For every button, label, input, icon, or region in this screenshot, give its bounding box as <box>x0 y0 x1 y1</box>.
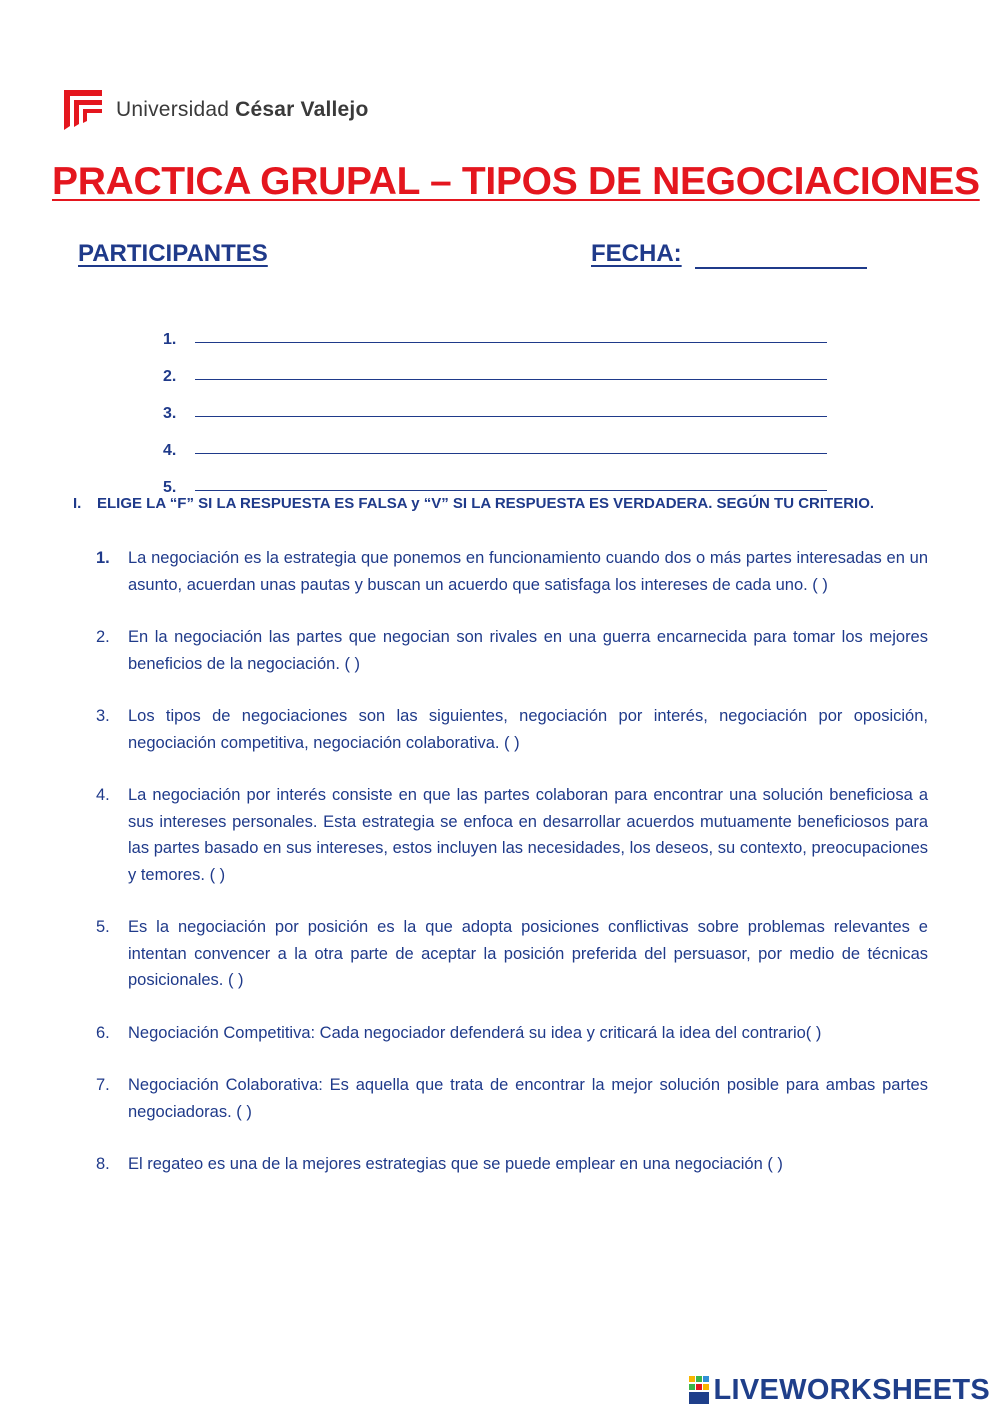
university-logo <box>62 86 368 134</box>
participant-number: 4. <box>163 442 177 459</box>
university-crest-icon <box>62 86 104 134</box>
date-field[interactable] <box>695 267 867 269</box>
participants-label: PARTICIPANTES <box>78 240 268 267</box>
question-number: 4. <box>96 786 110 804</box>
participant-name-field[interactable] <box>195 342 827 343</box>
question-item <box>96 782 928 888</box>
liveworksheets-text: LIVEWORKSHEETS <box>713 1374 990 1406</box>
question-item <box>96 1072 928 1125</box>
participant-row <box>163 423 843 460</box>
section-text: ELIGE LA “F” SI LA RESPUESTA ES FALSA y “V” SI LA RESPUESTA ES VERDADERA. SEGÚN TU CRITERIO. <box>97 495 875 512</box>
question-text[interactable]: El regateo es una de la mejores estrategias que se puede emplear en una negociación ( ) <box>128 1155 783 1173</box>
question-text[interactable]: Los tipos de negociaciones son las siguientes, negociación por interés, negociación por oposición, negociación competitiva, negociación colaborativa. ( ) <box>128 707 928 752</box>
question-number: 6. <box>96 1023 110 1042</box>
question-number: 7. <box>96 1076 110 1094</box>
question-text[interactable]: Es la negociación por posición es la que adopta posiciones conflictivas sobre problemas relevantes e intentan convencer a la otra parte de aceptar la posición preferida del persuasor, por medio de técnicas posicionales. ( ) <box>128 918 928 989</box>
questions-list <box>96 545 928 1204</box>
question-item <box>96 545 928 598</box>
participant-number: 3. <box>163 405 177 422</box>
question-text[interactable]: La negociación por interés consiste en que las partes colaboran para encontrar una solución beneficiosa a sus intereses personales. Esta estrategia se enfoca en desarrollar acuerdos mutuamente beneficiosos para las partes basado en sus intereses, estos incluyen las necesidades, los deseos, su contexto, preocupaciones y temores. ( ) <box>128 786 928 884</box>
question-item <box>96 624 928 677</box>
section-instruction <box>73 495 943 512</box>
question-number: 8. <box>96 1155 110 1173</box>
participant-row <box>163 386 843 423</box>
university-name: Universidad César Vallejo <box>116 98 369 121</box>
question-text[interactable]: Negociación Competitiva: Cada negociador defenderá su idea y criticará la idea del contrario( ) <box>128 1023 822 1042</box>
participant-name-field[interactable] <box>195 490 827 491</box>
liveworksheets-brand <box>689 1374 991 1407</box>
participant-number: 1. <box>163 331 177 348</box>
date-label: FECHA: <box>591 240 682 267</box>
question-number: 2. <box>96 628 110 646</box>
question-text[interactable]: Negociación Colaborativa: Es aquella que trata de encontrar la mejor solución posible para ambas partes negociadoras. ( ) <box>128 1076 928 1121</box>
participant-name-field[interactable] <box>195 379 827 380</box>
participant-row <box>163 312 843 349</box>
question-item <box>96 703 928 756</box>
participant-name-field[interactable] <box>195 416 827 417</box>
participant-name-field[interactable] <box>195 453 827 454</box>
page-title: PRACTICA GRUPAL – TIPOS DE NEGOCIACIONES <box>52 160 980 203</box>
question-item <box>96 1151 928 1178</box>
question-text[interactable]: En la negociación las partes que negocian son rivales en una guerra encarnecida para tomar los mejores beneficios de la negociación. ( ) <box>128 628 928 673</box>
participant-row <box>163 460 843 497</box>
question-item <box>96 1020 928 1047</box>
participant-number: 2. <box>163 368 177 385</box>
section-number: I. <box>73 495 82 512</box>
question-text[interactable]: La negociación es la estrategia que ponemos en funcionamiento cuando dos o más partes interesadas en un asunto, acuerdan unas pautas y buscan un acuerdo que satisfaga los intereses de cada uno. ( ) <box>128 549 928 594</box>
question-number: 5. <box>96 918 110 936</box>
liveworksheets-logo-icon <box>689 1376 711 1406</box>
participant-row <box>163 349 843 386</box>
participant-number: 5. <box>163 479 177 496</box>
question-number: 1. <box>96 549 110 567</box>
question-number: 3. <box>96 707 110 725</box>
question-item <box>96 914 928 994</box>
participants-list <box>163 312 843 497</box>
